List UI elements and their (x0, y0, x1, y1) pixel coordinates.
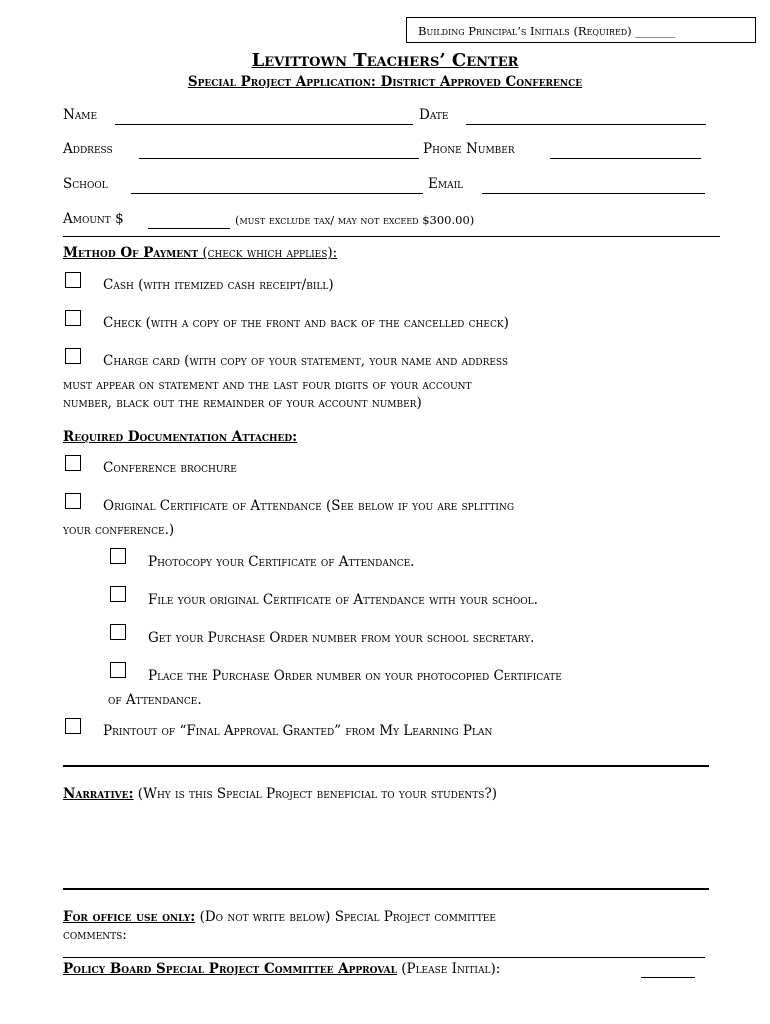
address-label: Address (63, 141, 113, 157)
charge-card-label-line1: Charge card (with copy of your statement, your name and address (103, 353, 509, 369)
file-original-label: File your original Certificate of Attendance with your school. (148, 592, 538, 608)
check-option-label: Check (with a copy of the front and back of the cancelled check) (103, 315, 509, 331)
name-field[interactable] (115, 124, 413, 125)
brochure-label: Conference brochure (103, 460, 237, 476)
purchase-order-label: Get your Purchase Order number from your school secretary. (148, 630, 535, 646)
office-use-heading (63, 909, 496, 925)
school-field[interactable] (131, 193, 423, 194)
amount-divider (63, 236, 720, 237)
narrative-input-area[interactable] (63, 806, 709, 886)
payment-heading (63, 245, 337, 261)
office-use-text-line2: comments: (63, 927, 127, 943)
documentation-divider (63, 765, 709, 767)
phone-label: Phone Number (423, 141, 515, 157)
approval-label: Policy Board Special Project Committee Approval (63, 961, 397, 977)
phone-field[interactable] (550, 158, 701, 159)
date-label: Date (419, 107, 449, 123)
email-field[interactable] (482, 193, 705, 194)
cash-option-label: Cash (with itemized cash receipt/bill) (103, 277, 334, 293)
office-use-text-line1: (Do not write below) Special Project committee (195, 909, 496, 925)
narrative-divider (63, 888, 709, 890)
amount-note: (must exclude tax/ may not exceed $300.00) (235, 213, 475, 227)
place-po-label-line1: Place the Purchase Order number on your photocopied Certificate (148, 668, 562, 684)
printout-label: Printout of “Final Approval Granted” from My Learning Plan (103, 723, 493, 739)
check-checkbox[interactable] (65, 310, 81, 326)
certificate-label-line1: Original Certificate of Attendance (See below if you are splitting (103, 498, 515, 514)
date-field[interactable] (466, 124, 706, 125)
office-use-label: For office use only: (63, 909, 196, 925)
place-po-label-line2: of Attendance. (108, 692, 202, 708)
principal-initials-label: Building Principal’s Initials (Required) _______ (418, 24, 676, 38)
office-comments-line[interactable] (63, 957, 705, 958)
photocopy-label: Photocopy your Certificate of Attendance. (148, 554, 415, 570)
name-label: Name (63, 107, 98, 123)
charge-card-checkbox[interactable] (65, 348, 81, 364)
amount-label: Amount $ (63, 211, 124, 227)
photocopy-checkbox[interactable] (110, 548, 126, 564)
file-original-checkbox[interactable] (110, 586, 126, 602)
documentation-heading: Required Documentation Attached: (63, 429, 298, 445)
certificate-label-line2: your conference.) (63, 522, 175, 538)
amount-field[interactable] (148, 228, 230, 229)
narrative-heading (63, 786, 497, 802)
page-title: Levittown Teachers’ Center (251, 50, 519, 71)
email-label: Email (428, 176, 464, 192)
certificate-checkbox[interactable] (65, 493, 81, 509)
approval-initial-field[interactable] (641, 977, 695, 978)
brochure-checkbox[interactable] (65, 455, 81, 471)
approval-note: (Please Initial): (396, 961, 501, 977)
cash-checkbox[interactable] (65, 272, 81, 288)
principal-initials-box[interactable] (406, 17, 756, 43)
page-subtitle: Special Project Application: District Approved Conference (187, 74, 583, 90)
school-label: School (63, 176, 108, 192)
payment-heading-label: Method Of Payment (63, 245, 199, 261)
approval-heading (63, 961, 500, 977)
address-field[interactable] (139, 158, 419, 159)
payment-heading-note: (check which applies): (198, 245, 338, 261)
charge-card-label-line3: number, black out the remainder of your account number) (63, 395, 422, 411)
purchase-order-checkbox[interactable] (110, 624, 126, 640)
narrative-prompt: (Why is this Special Project beneficial to your students?) (133, 786, 497, 802)
printout-checkbox[interactable] (65, 718, 81, 734)
narrative-label: Narrative: (63, 786, 134, 802)
place-po-checkbox[interactable] (110, 662, 126, 678)
charge-card-label-line2: must appear on statement and the last four digits of your account (63, 377, 472, 393)
